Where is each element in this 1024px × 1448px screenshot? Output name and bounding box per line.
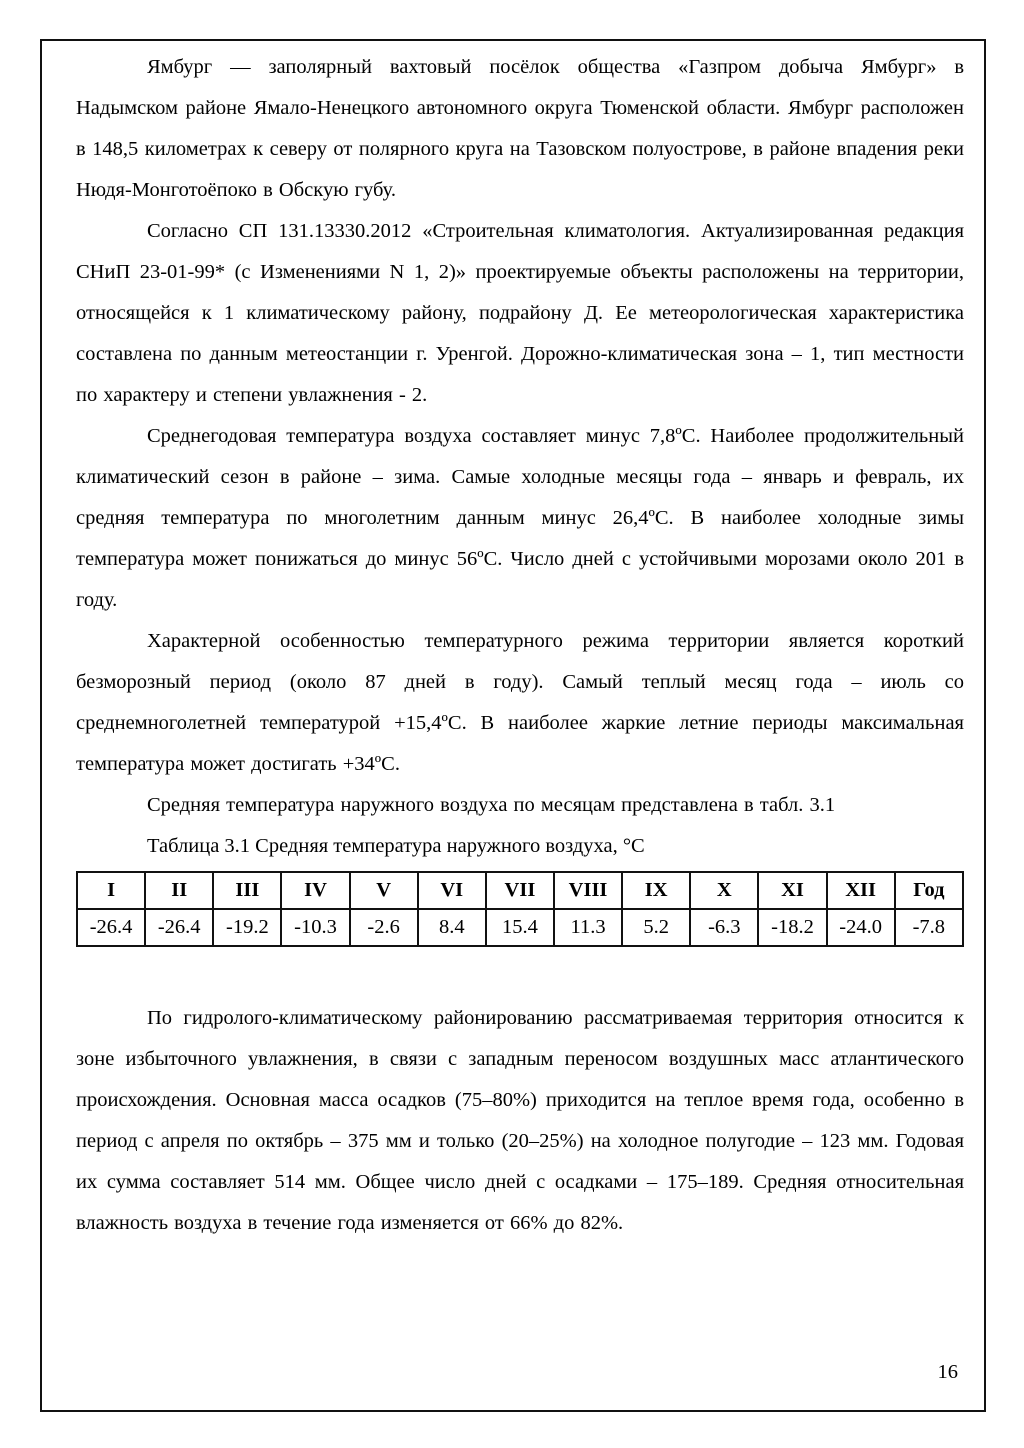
month-header-cell: VII	[486, 872, 554, 909]
temperature-value-cell: 8.4	[418, 909, 486, 946]
temperature-value-cell: -10.3	[281, 909, 349, 946]
temperature-value-cell: 15.4	[486, 909, 554, 946]
temperature-value-cell: 11.3	[554, 909, 622, 946]
month-header-cell: III	[213, 872, 281, 909]
month-header-cell: I	[77, 872, 145, 909]
paragraph-table-reference: Средняя температура наружного воздуха по месяцам представлена в табл. 3.1	[147, 794, 836, 816]
temperature-value-cell: -6.3	[690, 909, 758, 946]
temperature-value-cell: -24.0	[827, 909, 895, 946]
temperature-value-cell: -18.2	[758, 909, 826, 946]
page-number: 16	[937, 1361, 958, 1383]
table-header-row	[77, 872, 963, 909]
page-border-frame	[40, 39, 986, 1412]
paragraph-frost-free-period: Характерной особенностью температурного режима территории является короткий безморозный период (около 87 дней в году). Самый теплый месяц года – июль со среднемноголетней температурой +15,4ºС. В наиболее жаркие летние периоды максимальная температура может достигать +34ºС.	[76, 630, 964, 775]
month-header-cell: II	[145, 872, 213, 909]
paragraph-climatology-norms: Согласно СП 131.13330.2012 «Строительная климатология. Актуализированная редакция СНиП 23-01-99* (с Изменениями N 1, 2)» проектируемые объекты расположены на территории, относящейся к 1 климатическому району, подрайону Д. Ее метеорологическая характеристика составлена по данным метеостанции г. Уренгой. Дорожно-климатическая зона – 1, тип местности по характеру и степени увлажнения - 2.	[76, 220, 964, 406]
table-caption: Таблица 3.1 Средняя температура наружного воздуха, °С	[147, 835, 645, 857]
month-header-cell: VIII	[554, 872, 622, 909]
paragraph-precipitation: По гидролого-климатическому районированию рассматриваемая территория относится к зоне избыточного увлажнения, в связи с западным переносом воздушных масс атлантического происхождения. Основная масса осадков (75–80%) приходится на теплое время года, особенно в период с апреля по октябрь – 375 мм и только (20–25%) на холодное полугодие – 123 мм. Годовая их сумма составляет 514 мм. Общее число дней с осадками – 175–189. Средняя относительная влажность воздуха в течение года изменяется от 66% до 82%.	[76, 1007, 964, 1234]
temperature-value-cell: -26.4	[77, 909, 145, 946]
paragraph-annual-temperature: Среднегодовая температура воздуха составляет минус 7,8ºС. Наиболее продолжительный климатический сезон в районе – зима. Самые холодные месяцы года – январь и февраль, их средняя температура по многолетним данным минус 26,4ºС. В наиболее холодные зимы температура может понижаться до минус 56ºС. Число дней с устойчивыми морозами около 201 в году.	[76, 425, 964, 611]
year-header-cell: Год	[895, 872, 963, 909]
month-header-cell: V	[350, 872, 418, 909]
temperature-value-cell: -26.4	[145, 909, 213, 946]
temperature-value-cell: 5.2	[622, 909, 690, 946]
month-header-cell: XI	[758, 872, 826, 909]
temperature-table	[76, 871, 964, 947]
month-header-cell: IX	[622, 872, 690, 909]
month-header-cell: IV	[281, 872, 349, 909]
table-value-row	[77, 909, 963, 946]
month-header-cell: VI	[418, 872, 486, 909]
temperature-value-cell: -7.8	[895, 909, 963, 946]
paragraph-yamburg-intro: Ямбург — заполярный вахтовый посёлок общества «Газпром добыча Ямбург» в Надымском районе Ямало-Ненецкого автономного округа Тюменской области. Ямбург расположен в 148,5 километрах к северу от полярного круга на Тазовском полуострове, в районе впадения реки Нюдя-Монготоёпоко в Обскую губу.	[76, 56, 964, 201]
temperature-value-cell: -19.2	[213, 909, 281, 946]
month-header-cell: XII	[827, 872, 895, 909]
month-header-cell: X	[690, 872, 758, 909]
temperature-value-cell: -2.6	[350, 909, 418, 946]
